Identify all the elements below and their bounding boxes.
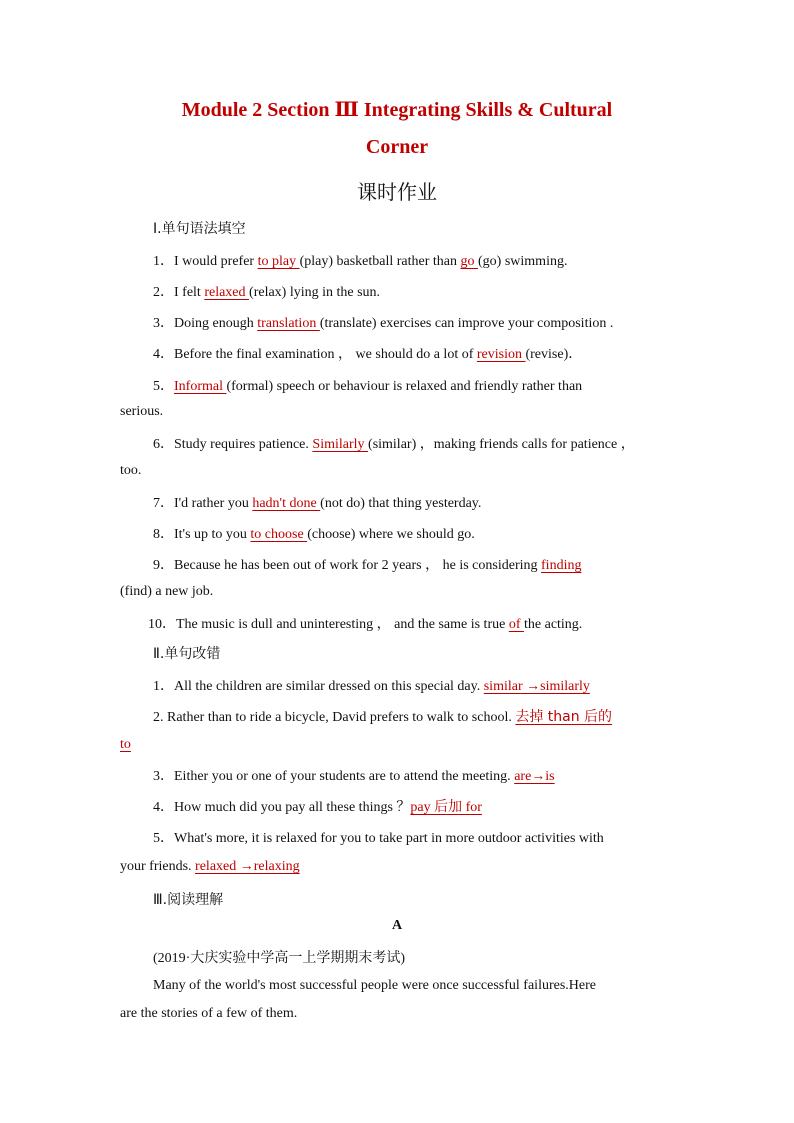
answer: pay 后加 for	[410, 800, 482, 815]
question-6-cont: too.	[120, 463, 142, 478]
answer: hadn't done	[252, 496, 321, 511]
correction-5: 5．What's more, it is relaxed for you to take part in more outdoor activities with	[153, 831, 604, 846]
passage-source: (2019·大庆实验中学高一上学期期末考试)	[153, 951, 405, 966]
question-7: 7．I'd rather you hadn't done (not do) that thing yesterday.	[153, 496, 482, 511]
answer: Informal	[174, 379, 227, 394]
correction-3: 3．Either you or one of your students are to attend the meeting. are→is	[153, 769, 555, 784]
correction-4: 4．How much did you pay all these things ？pay 后加 for	[153, 800, 482, 815]
answer: translation	[257, 316, 320, 331]
passage-paragraph-line2: are the stories of a few of them.	[120, 1006, 298, 1021]
question-10: 10．The music is dull and uninteresting ， and the same is true of the acting.	[148, 617, 583, 632]
question-5: 5．Informal (formal) speech or behaviour is relaxed and friendly rather than	[153, 379, 583, 394]
question-9-cont: (find) a new job.	[120, 584, 214, 599]
question-6: 6．Study requires patience. Similarly (similar) ，making friends calls for patience ，	[153, 437, 635, 452]
section-heading-1: Ⅰ.单句语法填空	[153, 221, 246, 237]
correction-2-cont	[120, 737, 131, 753]
answer: are→is	[514, 769, 555, 784]
answer: go	[460, 254, 479, 269]
answer: revision	[476, 347, 526, 362]
passage-paragraph-line1: Many of the world's most successful people were once successful failures.Here	[153, 978, 596, 993]
section-heading-3: Ⅲ.阅读理解	[153, 892, 224, 908]
question-3: 3．Doing enough translation (translate) exercises can improve your composition .	[153, 316, 614, 331]
answer: relaxed	[204, 285, 250, 300]
question-8: 8．It's up to you to choose (choose) where we should go.	[153, 527, 475, 542]
correction-2: 2. Rather than to ride a bicycle, David prefers to walk to school. 去掉 than 后的	[153, 709, 613, 725]
answer: of	[508, 617, 524, 632]
answer: to play	[257, 254, 300, 269]
question-5-cont: serious.	[120, 404, 164, 419]
answer: finding	[541, 558, 582, 573]
passage-label: A	[391, 918, 403, 933]
correction-1: 1．All the children are similar dressed on this special day. similar →similarly	[153, 679, 590, 694]
page-subtitle: 课时作业	[357, 180, 437, 204]
section-heading-2: Ⅱ.单句改错	[153, 646, 221, 662]
answer: to	[120, 737, 131, 752]
page-title-line2: Corner	[365, 136, 429, 158]
question-1: 1．I would prefer to play (play) basketball rather than go (go) swimming.	[153, 254, 568, 269]
answer: similar →similarly	[483, 679, 590, 694]
answer: relaxed →relaxing	[195, 859, 300, 874]
answer: Similarly	[312, 437, 369, 452]
answer: to choose	[250, 527, 308, 542]
correction-5-cont: your friends. relaxed →relaxing	[120, 859, 300, 874]
question-4: 4．Before the final examination ， we should do a lot of revision (revise)．	[153, 347, 583, 362]
answer: 去掉 than 后的	[515, 709, 613, 725]
question-2: 2．I felt relaxed (relax) lying in the sun.	[153, 285, 381, 300]
page-title-line1: Module 2 Section Ⅲ Integrating Skills & Cultural	[181, 99, 613, 121]
question-9: 9．Because he has been out of work for 2 years ， he is considering finding	[153, 558, 582, 573]
